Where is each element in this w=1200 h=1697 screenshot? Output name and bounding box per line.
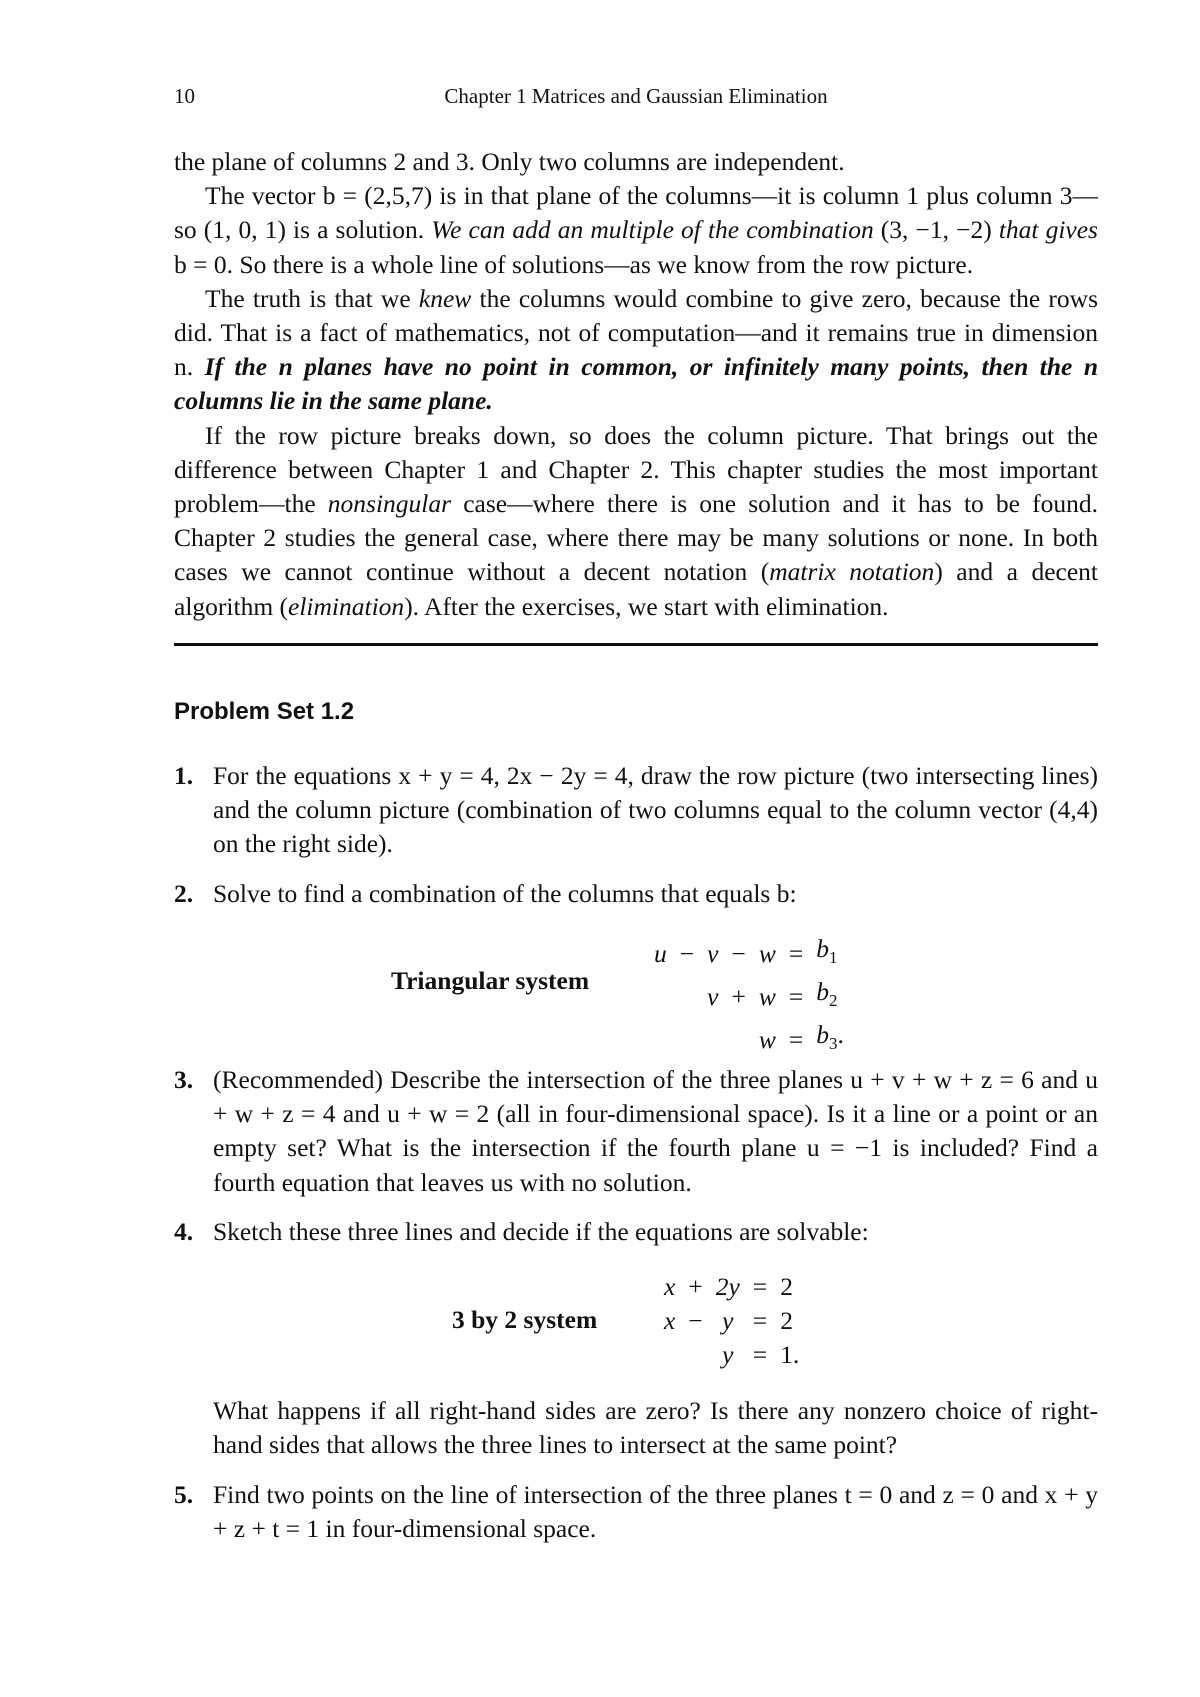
equation-row: u − v − w = $b_1$ <box>654 934 838 968</box>
problem-number: 5. <box>174 1480 194 1509</box>
problem-number: 3. <box>174 1065 194 1094</box>
emphasized-statement: If the n planes have no point in common, or infinitely many points, then the n columns lie in the same plane. <box>174 352 1098 416</box>
problem-text: Sketch these three lines and decide if the equations are solvable: <box>213 1217 869 1246</box>
paragraph-4: If the row picture breaks down, so does the column picture. That brings out the difference between Chapter 1 and Chapter 2. This chapter studies the most important problem—the nonsingular case—where there is one solution and it has to be found. Chapter 2 studies the general case, where there may be many solutions or none. In both cases we cannot continue without a decent notation (matrix notation) and a decent algorithm (elimination). After the exercises, we start with elimination. <box>174 420 1098 621</box>
chapter-title: Chapter 1 Matrices and Gaussian Elimination <box>444 84 828 108</box>
problem-number: 4. <box>174 1217 194 1246</box>
equation-row: x − y = 2 <box>664 1306 793 1335</box>
problem-text: For the equations x + y = 4, 2x − 2y = 4, draw the row picture (two intersecting lines) and the column picture (combination of two columns equal to the column vector (4,4) on the right side). <box>213 761 1098 859</box>
paragraph-1: the plane of columns 2 and 3. Only two columns are independent. <box>174 147 845 176</box>
equation-row: y = 1. <box>722 1340 800 1369</box>
problem-4 <box>174 1215 1098 1249</box>
body-text <box>174 145 1098 624</box>
problem-2 <box>174 877 1098 911</box>
problem-3 <box>174 1063 1098 1200</box>
equation-row: v + w = $b_2$ <box>707 977 838 1011</box>
problem-1 <box>174 759 1098 862</box>
problem-number: 1. <box>174 761 194 790</box>
system-label: Triangular system <box>391 966 590 995</box>
equation-table <box>660 1270 803 1372</box>
equation-table <box>650 932 848 1061</box>
problem-text: What happens if all right-hand sides are zero? Is there any nonzero choice of right-hand sides that allows the three lines to intersect at the same point? <box>213 1396 1098 1460</box>
section-divider <box>174 643 1098 646</box>
three-by-two-system <box>660 1270 803 1372</box>
equation-row: w = $b_3$. <box>758 1020 844 1054</box>
problem-number: 2. <box>174 879 194 908</box>
problem-text: Find two points on the line of intersection of the three planes t = 0 and z = 0 and x + y + z + t = 1 in four-dimensional space. <box>213 1480 1098 1544</box>
equation-row: x + 2y = 2 <box>664 1272 793 1301</box>
page-number: 10 <box>174 84 195 108</box>
running-header <box>174 84 1098 114</box>
paragraph-3: The truth is that we knew the columns would combine to give zero, because the rows did. That is a fact of mathematics, not of computation—and it remains true in dimension n. If the n planes have no point in common, or infinitely many points, then the n columns lie in the same plane. <box>174 283 1098 416</box>
problem-5 <box>174 1478 1098 1546</box>
problem-text: (Recommended) Describe the intersection of the three planes u + v + w + z = 6 and u + w + z = 4 and u + w = 2 (all in four-dimensional space). Is it a line or a point or an empty set? What is the intersection if the fourth plane u = −1 is included? Find a fourth equation that leaves us with no solution. <box>213 1065 1098 1197</box>
paragraph-2: The vector b = (2,5,7) is in that plane of the columns—it is column 1 plus column 3—so (1, 0, 1) is a solution. We can add an multiple of the combination (3, −1, −2) that gives b = 0. So there is a whole line of solutions—as we know from the row picture. <box>174 181 1098 279</box>
system-label: 3 by 2 system <box>452 1305 598 1334</box>
problem-text: Solve to find a combination of the columns that equals b: <box>213 879 797 908</box>
problem-set-title: Problem Set 1.2 <box>174 698 355 725</box>
triangular-system <box>650 932 848 1061</box>
problem-4-followup <box>174 1394 1098 1462</box>
